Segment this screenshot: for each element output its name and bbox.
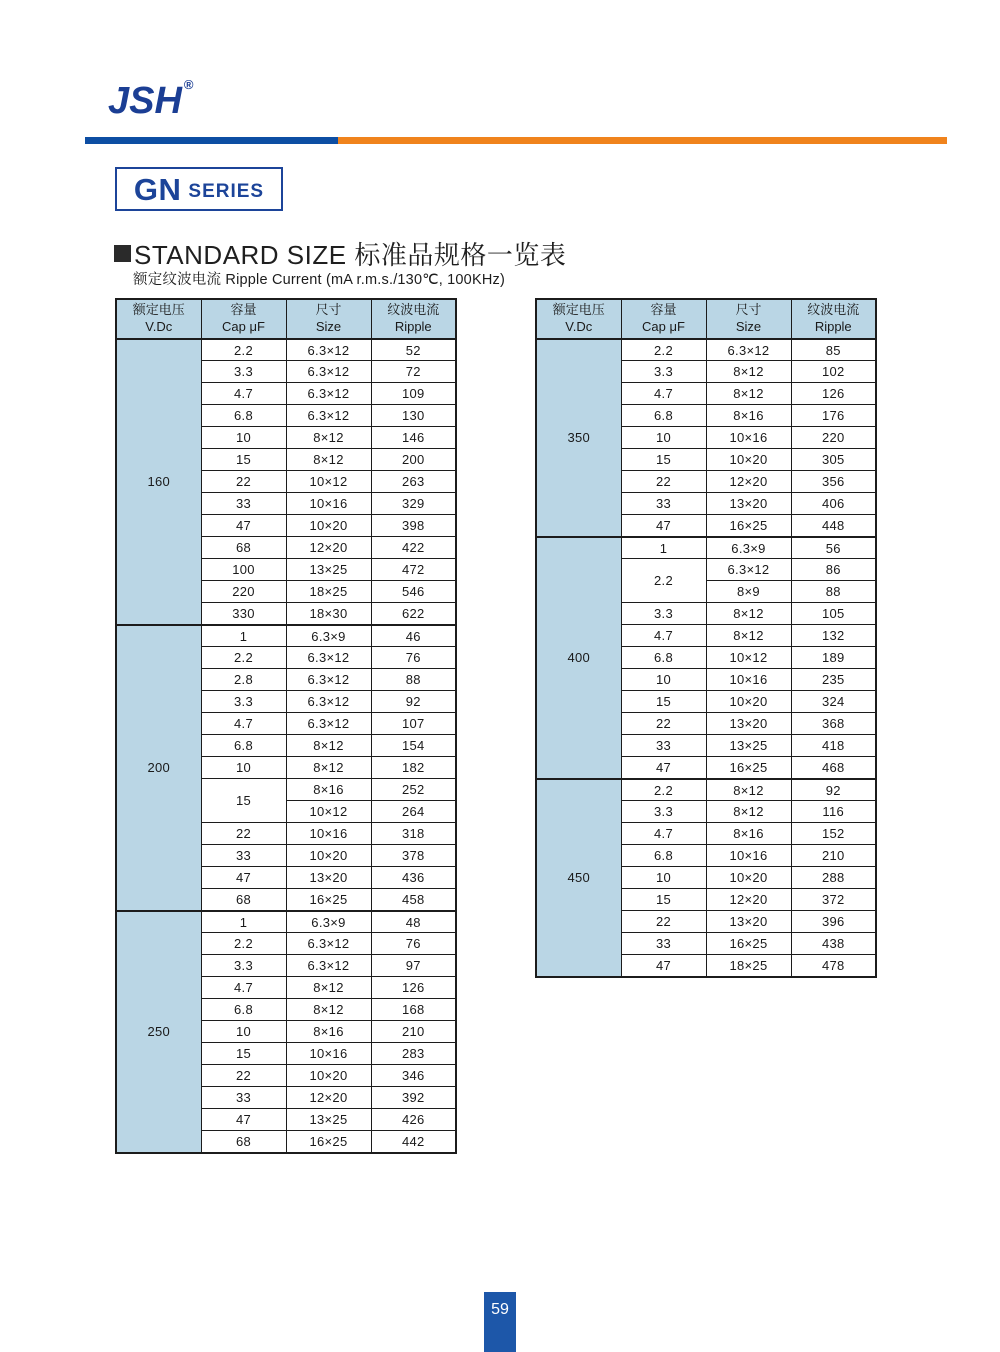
ripple-cell: 210 [791,845,876,867]
ripple-cell: 422 [371,537,456,559]
ripple-cell: 132 [791,625,876,647]
table-row [536,779,876,801]
size-cell: 8×12 [706,603,791,625]
size-cell: 10×12 [286,801,371,823]
cap-cell: 68 [201,889,286,911]
ripple-cell: 264 [371,801,456,823]
cap-cell: 33 [201,493,286,515]
size-cell: 6.3×12 [286,339,371,361]
cap-cell: 4.7 [201,383,286,405]
size-cell: 6.3×12 [286,383,371,405]
ripple-cell: 154 [371,735,456,757]
size-cell: 8×16 [706,823,791,845]
ripple-current-subtitle: 额定纹波电流 Ripple Current (mA r.m.s./130℃, 100KHz) [133,272,505,288]
table-row [116,625,456,647]
cap-cell: 15 [621,889,706,911]
ripple-cell: 46 [371,625,456,647]
ripple-cell: 86 [791,559,876,581]
ripple-cell: 220 [791,427,876,449]
ripple-cell: 448 [791,515,876,537]
cap-cell: 22 [201,471,286,493]
cap-cell: 2.2 [621,559,706,603]
cap-cell: 47 [201,1109,286,1131]
size-cell: 6.3×9 [706,537,791,559]
size-cell: 12×20 [286,537,371,559]
size-cell: 10×20 [286,1065,371,1087]
cap-cell: 3.3 [621,361,706,383]
size-cell: 6.3×12 [286,669,371,691]
cap-cell: 22 [621,713,706,735]
ripple-cell: 356 [791,471,876,493]
size-cell: 10×16 [706,427,791,449]
size-cell: 8×16 [286,1021,371,1043]
ripple-cell: 85 [791,339,876,361]
size-cell: 6.3×12 [286,933,371,955]
size-cell: 18×25 [706,955,791,977]
size-cell: 10×16 [706,669,791,691]
column-header-cap: 容量 Cap μF [621,299,706,339]
cap-cell: 6.8 [201,735,286,757]
ripple-cell: 72 [371,361,456,383]
size-cell: 6.3×12 [286,713,371,735]
size-cell: 8×12 [706,779,791,801]
size-cell: 13×25 [286,1109,371,1131]
cap-cell: 2.2 [201,647,286,669]
cap-cell: 3.3 [201,361,286,383]
voltage-cell: 160 [116,339,201,625]
cap-cell: 4.7 [201,713,286,735]
ripple-cell: 130 [371,405,456,427]
cap-cell: 15 [201,449,286,471]
ripple-cell: 368 [791,713,876,735]
cap-cell: 15 [201,1043,286,1065]
cap-cell: 10 [621,867,706,889]
size-cell: 18×25 [286,581,371,603]
ripple-cell: 426 [371,1109,456,1131]
cap-cell: 22 [201,1065,286,1087]
column-header-size: 尺寸 Size [706,299,791,339]
cap-cell: 2.2 [201,933,286,955]
cap-cell: 10 [201,757,286,779]
size-cell: 8×12 [286,427,371,449]
size-cell: 8×16 [286,779,371,801]
size-cell: 8×12 [286,999,371,1021]
ripple-cell: 396 [791,911,876,933]
cap-cell: 15 [621,449,706,471]
cap-cell: 6.8 [621,405,706,427]
cap-cell: 6.8 [621,647,706,669]
size-cell: 10×12 [286,471,371,493]
size-cell: 6.3×12 [286,361,371,383]
ripple-cell: 288 [791,867,876,889]
ripple-cell: 152 [791,823,876,845]
ripple-cell: 318 [371,823,456,845]
series-badge-sub: SERIES [188,181,265,202]
cap-cell: 47 [621,515,706,537]
cap-cell: 15 [621,691,706,713]
cap-cell: 22 [621,911,706,933]
cap-cell: 33 [201,845,286,867]
cap-cell: 15 [201,779,286,823]
size-cell: 8×12 [706,801,791,823]
spec-table-left [115,298,457,1154]
ripple-cell: 146 [371,427,456,449]
size-cell: 13×20 [706,911,791,933]
size-cell: 10×20 [286,845,371,867]
ripple-cell: 472 [371,559,456,581]
cap-cell: 68 [201,1131,286,1153]
ripple-cell: 398 [371,515,456,537]
ripple-cell: 329 [371,493,456,515]
cap-cell: 47 [621,757,706,779]
size-cell: 6.3×12 [286,647,371,669]
column-header-size: 尺寸 Size [286,299,371,339]
size-cell: 8×12 [286,757,371,779]
cap-cell: 4.7 [201,977,286,999]
ripple-cell: 88 [371,669,456,691]
size-cell: 8×12 [286,735,371,757]
cap-cell: 4.7 [621,383,706,405]
size-cell: 10×16 [286,1043,371,1065]
ripple-cell: 436 [371,867,456,889]
size-cell: 13×20 [706,713,791,735]
size-cell: 8×12 [706,361,791,383]
cap-cell: 3.3 [201,691,286,713]
ripple-cell: 109 [371,383,456,405]
cap-cell: 6.8 [201,999,286,1021]
ripple-cell: 182 [371,757,456,779]
cap-cell: 3.3 [621,603,706,625]
section-title-row [114,235,566,272]
ripple-cell: 76 [371,647,456,669]
ripple-cell: 88 [791,581,876,603]
size-cell: 13×20 [706,493,791,515]
size-cell: 12×20 [706,471,791,493]
size-cell: 6.3×12 [286,955,371,977]
size-cell: 8×16 [706,405,791,427]
size-cell: 8×12 [706,383,791,405]
cap-cell: 3.3 [201,955,286,977]
size-cell: 8×9 [706,581,791,603]
cap-cell: 22 [621,471,706,493]
ripple-cell: 92 [371,691,456,713]
cap-cell: 220 [201,581,286,603]
ripple-cell: 107 [371,713,456,735]
ripple-cell: 56 [791,537,876,559]
divider-blue-segment [85,137,338,144]
section-title: STANDARD SIZE 标准品规格一览表 [134,240,567,270]
size-cell: 10×16 [286,493,371,515]
cap-cell: 47 [201,867,286,889]
ripple-cell: 235 [791,669,876,691]
ripple-cell: 305 [791,449,876,471]
size-cell: 6.3×12 [706,559,791,581]
cap-cell: 33 [621,735,706,757]
ripple-cell: 283 [371,1043,456,1065]
size-cell: 16×25 [706,757,791,779]
cap-cell: 47 [201,515,286,537]
column-header-ripple: 纹波电流 Ripple [791,299,876,339]
ripple-cell: 418 [791,735,876,757]
ripple-cell: 252 [371,779,456,801]
cap-cell: 68 [201,537,286,559]
square-bullet-icon [114,245,131,262]
ripple-cell: 442 [371,1131,456,1153]
ripple-cell: 458 [371,889,456,911]
size-cell: 8×12 [286,977,371,999]
ripple-cell: 622 [371,603,456,625]
ripple-cell: 48 [371,911,456,933]
ripple-cell: 468 [791,757,876,779]
ripple-cell: 52 [371,339,456,361]
cap-cell: 22 [201,823,286,845]
cap-cell: 6.8 [201,405,286,427]
size-cell: 8×12 [706,625,791,647]
size-cell: 6.3×12 [706,339,791,361]
series-badge-main: GN [133,171,182,207]
size-cell: 10×20 [706,691,791,713]
table-row [116,339,456,361]
voltage-cell: 250 [116,911,201,1153]
voltage-cell: 400 [536,537,621,779]
cap-cell: 2.8 [201,669,286,691]
jsh-logo-text: JSH [108,80,182,122]
size-cell: 16×25 [706,933,791,955]
size-cell: 10×12 [706,647,791,669]
ripple-cell: 263 [371,471,456,493]
size-cell: 6.3×9 [286,625,371,647]
spec-table-right [535,298,877,978]
ripple-cell: 92 [791,779,876,801]
size-cell: 16×25 [286,889,371,911]
cap-cell: 10 [201,427,286,449]
page-number: 59 [491,1301,509,1318]
column-header-voltage: 额定电压 V.Dc [536,299,621,339]
voltage-cell: 450 [536,779,621,977]
cap-cell: 3.3 [621,801,706,823]
voltage-cell: 350 [536,339,621,537]
ripple-cell: 189 [791,647,876,669]
size-cell: 16×25 [286,1131,371,1153]
size-cell: 13×25 [286,559,371,581]
ripple-cell: 372 [791,889,876,911]
ripple-cell: 126 [371,977,456,999]
registered-trademark-icon: ® [183,77,194,92]
header-row [536,299,876,339]
table-row [536,537,876,559]
column-header-cap: 容量 Cap μF [201,299,286,339]
page-number-badge [484,1292,516,1352]
table-row [536,339,876,361]
ripple-cell: 406 [791,493,876,515]
header-divider [85,137,947,144]
ripple-cell: 76 [371,933,456,955]
ripple-cell: 126 [791,383,876,405]
cap-cell: 2.2 [621,779,706,801]
column-header-voltage: 额定电压 V.Dc [116,299,201,339]
cap-cell: 33 [201,1087,286,1109]
cap-cell: 1 [201,625,286,647]
cap-cell: 33 [621,933,706,955]
cap-cell: 2.2 [201,339,286,361]
table-row [116,911,456,933]
ripple-cell: 478 [791,955,876,977]
ripple-cell: 168 [371,999,456,1021]
ripple-cell: 546 [371,581,456,603]
cap-cell: 1 [621,537,706,559]
size-cell: 12×20 [286,1087,371,1109]
cap-cell: 4.7 [621,625,706,647]
header-row [116,299,456,339]
ripple-cell: 176 [791,405,876,427]
size-cell: 10×16 [706,845,791,867]
size-cell: 6.3×12 [286,405,371,427]
jsh-logo [108,77,194,122]
ripple-cell: 438 [791,933,876,955]
cap-cell: 10 [621,669,706,691]
ripple-cell: 116 [791,801,876,823]
size-cell: 18×30 [286,603,371,625]
ripple-cell: 346 [371,1065,456,1087]
cap-cell: 2.2 [621,339,706,361]
cap-cell: 10 [621,427,706,449]
cap-cell: 10 [201,1021,286,1043]
size-cell: 6.3×9 [286,911,371,933]
ripple-cell: 97 [371,955,456,977]
cap-cell: 1 [201,911,286,933]
cap-cell: 33 [621,493,706,515]
column-header-ripple: 纹波电流 Ripple [371,299,456,339]
size-cell: 12×20 [706,889,791,911]
series-badge [115,167,283,211]
voltage-cell: 200 [116,625,201,911]
ripple-cell: 200 [371,449,456,471]
cap-cell: 47 [621,955,706,977]
size-cell: 13×25 [706,735,791,757]
ripple-cell: 102 [791,361,876,383]
size-cell: 10×16 [286,823,371,845]
cap-cell: 330 [201,603,286,625]
divider-orange-segment [338,137,947,144]
ripple-cell: 210 [371,1021,456,1043]
ripple-cell: 392 [371,1087,456,1109]
cap-cell: 6.8 [621,845,706,867]
cap-cell: 4.7 [621,823,706,845]
size-cell: 10×20 [286,515,371,537]
size-cell: 8×12 [286,449,371,471]
cap-cell: 100 [201,559,286,581]
size-cell: 6.3×12 [286,691,371,713]
size-cell: 10×20 [706,449,791,471]
ripple-cell: 105 [791,603,876,625]
ripple-cell: 378 [371,845,456,867]
size-cell: 10×20 [706,867,791,889]
ripple-cell: 324 [791,691,876,713]
size-cell: 13×20 [286,867,371,889]
size-cell: 16×25 [706,515,791,537]
